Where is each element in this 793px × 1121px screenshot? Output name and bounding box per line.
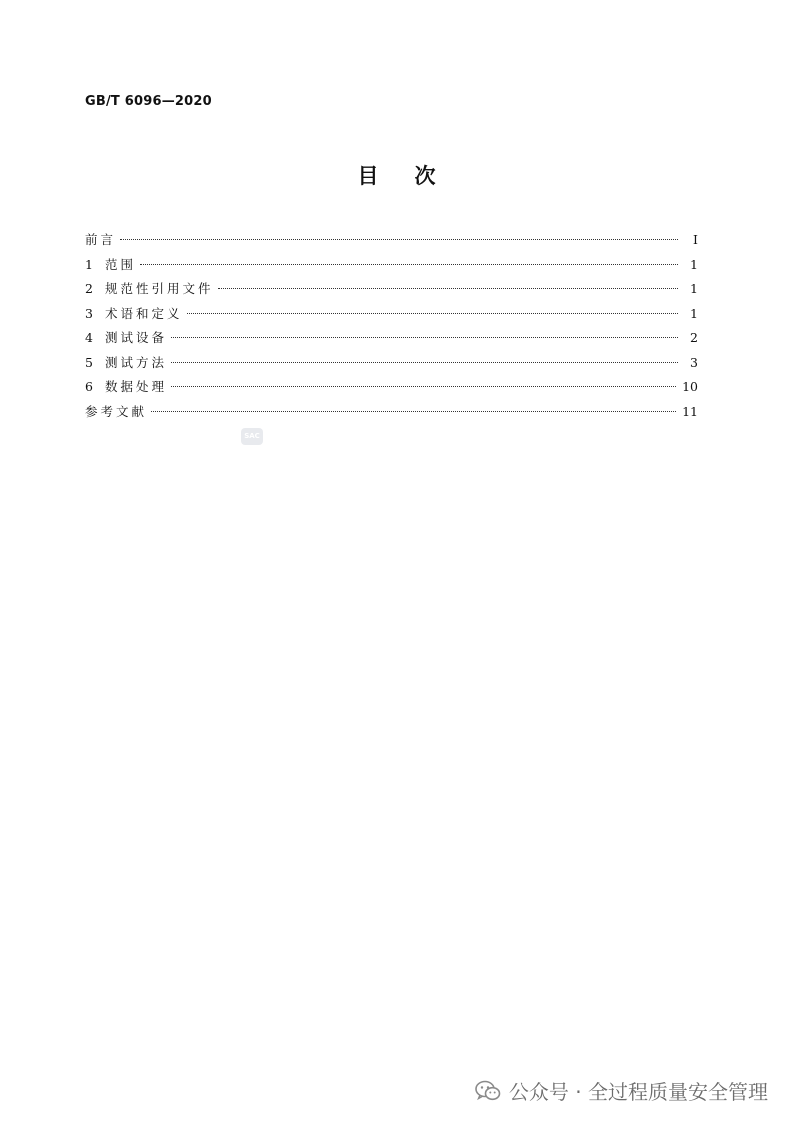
toc-label: 范围	[105, 256, 137, 272]
toc-row[interactable]	[85, 326, 698, 351]
toc-number: 2	[85, 281, 93, 296]
toc-number: 3	[85, 305, 93, 321]
table-of-contents	[85, 228, 698, 424]
toc-label: 前言	[85, 232, 117, 247]
standard-code: GB/T 6096—2020	[85, 94, 212, 109]
toc-page-number: 2	[690, 330, 698, 345]
toc-page-number: 11	[682, 403, 698, 419]
toc-label: 测试设备	[105, 330, 168, 345]
toc-row[interactable]	[85, 277, 698, 302]
wechat-icon	[475, 1080, 501, 1102]
toc-leader-dots	[218, 288, 678, 289]
toc-row[interactable]	[85, 302, 698, 327]
toc-label: 数据处理	[105, 379, 168, 394]
toc-label: 规范性引用文件	[105, 281, 214, 296]
toc-row[interactable]	[85, 375, 698, 400]
toc-leader-dots	[171, 362, 678, 363]
toc-label: 参考文献	[85, 403, 148, 419]
toc-row[interactable]	[85, 400, 698, 425]
toc-page-number: 1	[690, 281, 698, 296]
toc-number: 1	[85, 256, 93, 272]
watermark-text: 公众号 · 全过程质量安全管理	[508, 1080, 768, 1104]
toc-leader-dots	[151, 411, 676, 412]
toc-leader-dots	[187, 313, 678, 314]
toc-leader-dots	[140, 264, 678, 265]
toc-page-number: 10	[682, 379, 698, 394]
toc-number: 4	[85, 330, 93, 345]
toc-leader-dots	[120, 239, 678, 240]
wechat-watermark	[475, 1076, 768, 1105]
toc-row[interactable]	[85, 351, 698, 376]
toc-label: 测试方法	[105, 354, 168, 370]
toc-page-number: 1	[690, 305, 698, 321]
toc-page-number: 3	[690, 354, 698, 370]
toc-row[interactable]	[85, 228, 698, 253]
page-title: 目次	[357, 164, 472, 188]
toc-number: 5	[85, 354, 93, 370]
toc-number: 6	[85, 379, 93, 394]
toc-page-number: Ⅰ	[693, 232, 698, 247]
sac-stamp-logo: SAC	[241, 428, 263, 445]
toc-leader-dots	[171, 337, 678, 338]
toc-page-number: 1	[690, 256, 698, 272]
toc-leader-dots	[171, 386, 676, 387]
toc-label: 术语和定义	[105, 305, 183, 321]
toc-row[interactable]	[85, 253, 698, 278]
